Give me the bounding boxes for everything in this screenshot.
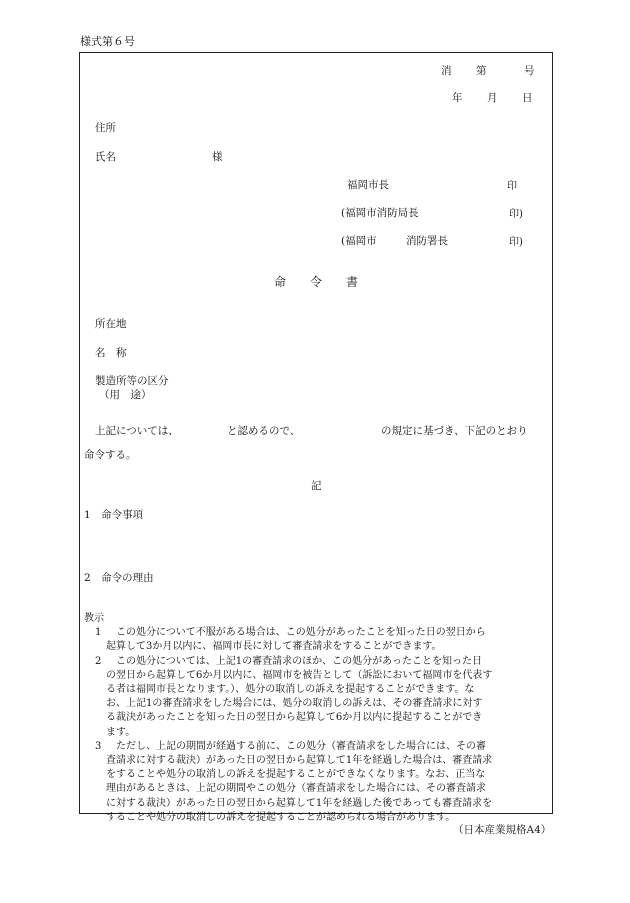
instructions-block [86, 612, 548, 825]
issuer-station-chief: 消防署長 [406, 235, 448, 247]
instruction-line: 起算して3か月以内に、福岡市長に対して審査請求をすることができます。 [106, 641, 442, 653]
instruction-item-2 [86, 655, 548, 740]
instruction-line: に対する裁決）があった日の翌日から起算して1年を経過した後であっても審査請求を [106, 797, 493, 809]
instruction-line: この処分について不服がある場合は、この処分があったことを知った日の翌日から [116, 627, 486, 639]
facility-name-label: 名 称 [95, 347, 127, 359]
location-label: 所在地 [95, 318, 127, 330]
title-char-3: 書 [346, 275, 359, 289]
seal-mayor: 印 [507, 181, 517, 192]
year-label: 年 [452, 92, 463, 104]
dai-label: 第 [476, 65, 487, 77]
seal-fire-chief: 印) [509, 209, 523, 220]
title-char-1: 命 [274, 275, 287, 289]
instruction-number: 3 [95, 740, 102, 752]
instruction-item-3 [86, 740, 548, 825]
instruction-line: お、上記1の審査請求をした場合には、処分の取消しの訴えは、その審査請求に対す [106, 698, 483, 710]
month-label: 月 [487, 92, 498, 104]
instruction-line: る裁決があったことを知った日の翌日から起算して6か月以内に提起することができ [106, 712, 483, 724]
fire-dept-abbr: 消 [441, 65, 452, 77]
instruction-line: 査請求に対する裁決）があった日の翌日から起算して1年を経過した場合は、審査請求 [106, 755, 493, 767]
facility-category-label: 製造所等の区分 [95, 375, 169, 387]
name-label: 氏名 [95, 151, 116, 163]
instructions-heading: 教示 [84, 613, 104, 624]
instruction-item-1 [86, 626, 548, 654]
body-part-4: 命令する。 [84, 449, 137, 461]
instruction-number: 2 [95, 655, 102, 667]
issuer-fire-chief: (福岡市消防局長 [341, 207, 419, 219]
body-part-3: の規定に基づき、下記のとおり [381, 425, 528, 437]
instruction-line: することや処分の取消しの訴えを提起することが認められる場合があります。 [106, 811, 456, 823]
instruction-line: る者は福岡市長となります。）、処分の取消しの訴えを提起することができます。な [106, 684, 475, 696]
honorific: 様 [212, 151, 223, 163]
instruction-line: ただし、上記の期間が経過する前に、この処分（審査請求をした場合には、その審 [116, 740, 486, 752]
instruction-line: 理由があるときは、上記の期間やこの処分（審査請求をした場合には、その審査請求 [106, 783, 486, 795]
title-char-2: 令 [310, 275, 323, 289]
paper-size-note: （日本産業規格A4） [453, 824, 552, 836]
facility-usage-label: （用 途） [99, 389, 152, 401]
ki-label: 記 [311, 480, 322, 492]
seal-station-chief: 印) [509, 237, 523, 248]
issuer-station-city: (福岡市 [341, 235, 377, 247]
body-part-2: と認めるので、 [227, 425, 301, 437]
section-command-reason: 2 命令の理由 [84, 572, 154, 584]
instruction-line: ます。 [106, 726, 136, 738]
issuer-mayor: 福岡市長 [347, 179, 389, 191]
address-label: 住所 [95, 122, 116, 134]
gou-label: 号 [524, 65, 535, 77]
body-part-1: 上記については、 [95, 425, 179, 437]
instruction-line: の翌日から起算して6か月以内に、福岡市を被告として（訴訟において福岡市を代表す [106, 669, 493, 681]
form-number: 様式第６号 [80, 35, 135, 48]
instruction-number: 1 [95, 627, 102, 639]
instruction-line: をすることや処分の取消しの訴えを提起することができなくなります。なお、正当な [106, 769, 486, 781]
instruction-line: この処分については、上記1の審査請求のほか、この処分があったことを知った日 [116, 655, 483, 667]
section-command-items: 1 命令事項 [84, 509, 144, 521]
day-label: 日 [522, 92, 533, 104]
